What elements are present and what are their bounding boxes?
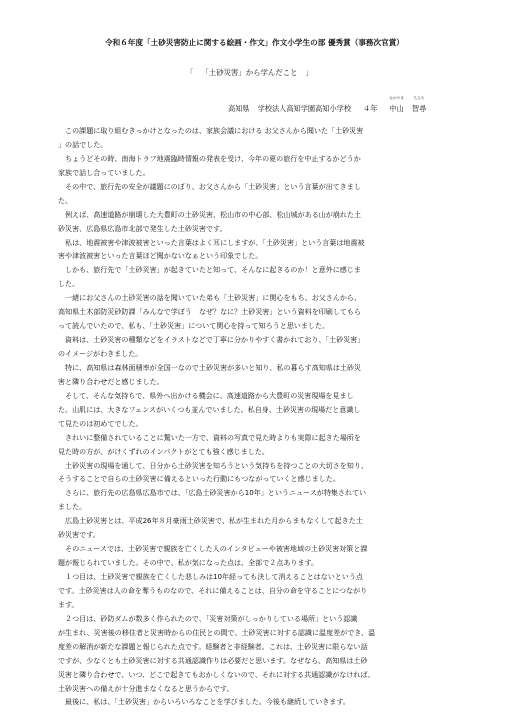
title-open-bracket: 「 — [186, 68, 194, 77]
essay-line: ２つ目は、砂防ダムが数多く作られたので、「災害対策がしっかりしている場所」という認識 — [58, 613, 358, 623]
essay-line: した。 — [58, 279, 80, 289]
given-name-text: 智尋 — [411, 104, 427, 113]
author-byline — [228, 96, 434, 114]
essay-line: 」の話でした。 — [58, 139, 108, 149]
essay-line: ですが、少なくとも土砂災害に対する共通認識作りは必要だと思います。なぜなら、高知県は土砂 — [58, 655, 368, 665]
essay-line: そうすることで自らの土砂災害に備えるといった行動にもつながっていくと感じました。 — [58, 474, 340, 484]
essay-line: この課題に取り組むきっかけとなったのは、家族会議における お父さんから聞いた「土砂災害 — [58, 126, 364, 135]
document-heading: 令和６年度「土砂災害防止に関する絵画・作文」作文小学生の部 優秀賞（事務次官賞） — [105, 38, 404, 47]
essay-line: その中で、旅行先の安全が議題にのぼり、お父さんから「土砂災害」という言葉が出てきまし — [58, 181, 361, 191]
essay-line: 度差の解消が新たな課題と報じられた点です。経験者と非経験者。これは、土砂災害に限らない話 — [58, 641, 368, 651]
author-prefecture: 高知県 — [228, 104, 250, 113]
essay-line: 高知県土木部防災砂防課「みんなで学ぼう なぜ？なに？土砂災害」という資料を印刷してもら — [58, 307, 362, 317]
author-grade: ４年 — [363, 104, 378, 113]
essay-line: 害や津波被害といった言葉ほど聞かないなぁという印象でした。 — [58, 251, 263, 261]
title-text: 「土砂災害」から学んだこと — [201, 68, 298, 77]
essay-line: が生まれ、災害後の移住者と災害時からの住民との間で、土砂災害に対する認識に温度差ができ、温 — [58, 627, 376, 637]
essay-line: そして、そんな気持ちで、県外へ出かける機会に、高速道路から大豊町の災害現場を見まし — [58, 390, 354, 400]
author-given-name — [411, 96, 427, 114]
essay-line: きれいに整備されていることに驚いた一方で、資料の写真で見た時よりも実際に起きた場所を — [58, 432, 361, 442]
essay-line: 砂災害、広島県広島市北部で発生した土砂災害です。 — [58, 223, 227, 233]
essay-line: 特に、高知県は森林面積率が全国一なので土砂災害が多いと知り、私の暮らす高知県は土砂災 — [58, 362, 362, 372]
essay-line: 題が報じられていました。その中で、私が気になった点は、全部で２点あります。 — [58, 558, 319, 568]
essay-line: そのニュースでは、土砂災害で親族を亡くした人のインタビューや被害地域の土砂災害対策と課 — [58, 544, 368, 554]
essay-line: て見たのは初めてでした。 — [58, 418, 143, 428]
essay-line: 土砂災害への備えが十分進まなくなると思うからです。 — [58, 683, 234, 693]
author-family-name — [389, 96, 404, 114]
title-close-bracket: 」 — [305, 68, 313, 77]
essay-line: です。土砂災害は人の命を奪うものなので、それに備えることは、自分の命を守ることにつながり — [58, 585, 368, 595]
essay-line: 見た時の方が、がけくずれのインパクトがとても強く感じました。 — [58, 446, 269, 456]
essay-line: 土砂災害の現場を通して、日分から土砂災害を知ろうという気持ちを持つことの大切さを知り、 — [58, 460, 368, 470]
essay-line: 例えば、高速道路が崩壊した大豊町の土砂災害、松山市の中心部、松山城がある山が崩れた土 — [58, 209, 362, 219]
author-school: 学校法人高知学園高知小学校 — [257, 104, 352, 113]
essay-line: た。 — [58, 195, 73, 205]
essay-line: 最後に、私は、「土砂災害」からいろいろなことを学びました。今後も継続していきます。 — [58, 697, 350, 707]
essay-line: って読んでいたので、私も、「土砂災害」について関心を持って知ろうと思いました。 — [58, 321, 330, 331]
essay-line: 私は、地震被害や津波被害といった言葉はよく耳にしますが、「土砂災害」という言葉は地震被 — [58, 237, 365, 247]
essay-line: 害と隣り合わせだと感じました。 — [58, 376, 164, 386]
essay-body — [58, 124, 458, 709]
given-name-ruby: ちひろ — [413, 96, 425, 100]
essay-line: ます。 — [58, 599, 79, 609]
essay-line: ちょうどその時、南海トラフ地震臨時情報の発表を受け、今年の夏の旅行を中止するかどうか — [58, 153, 361, 163]
essay-line: しかも、旅行先で「土砂災害」が起きていたと知って、そんなに起きるのか！と意外に感じま — [58, 265, 361, 275]
essay-line: た。山肌には、大きなフェンスがいくつも並んでいました。私自身、土砂災害の現場だと意識し — [58, 404, 361, 414]
essay-line: 家族で話し合っていました。 — [58, 167, 150, 177]
essay-line: １つ目は、土砂災害で親族を亡くした悲しみは10年経っても決して消えることはないという点 — [58, 572, 363, 581]
essay-line: 広島土砂災害とは、平成26年８月豪雨土砂災害で、私が生まれた月からまもなくして起きた土 — [58, 516, 363, 526]
essay-line: 資料は、土砂災害の種類などをイラストなどで丁寧に分かりやすく書かれており、「土砂災害」 — [58, 335, 365, 345]
essay-line: 災害と隣り合わせで、いつ、どこで起きてもおかしくないので、それに対する共通認識がなければ、 — [58, 669, 375, 679]
family-name-text: 中山 — [389, 104, 404, 113]
family-name-ruby: なかやま — [389, 96, 404, 100]
essay-line: のイメージがわきました。 — [58, 349, 143, 358]
essay-line: さらに、旅行先の広島県広島市では、「広島土砂災害から10年」というニュースが特集されてい — [58, 488, 367, 498]
essay-line: 砂災害です。 — [58, 530, 100, 540]
essay-line: ました。 — [58, 502, 87, 512]
essay-line: 一緒にお父さんの土砂災害の話を聞いていた弟も「土砂災害」に関心をもち、お父さんから、 — [58, 293, 362, 303]
essay-title — [186, 68, 313, 78]
